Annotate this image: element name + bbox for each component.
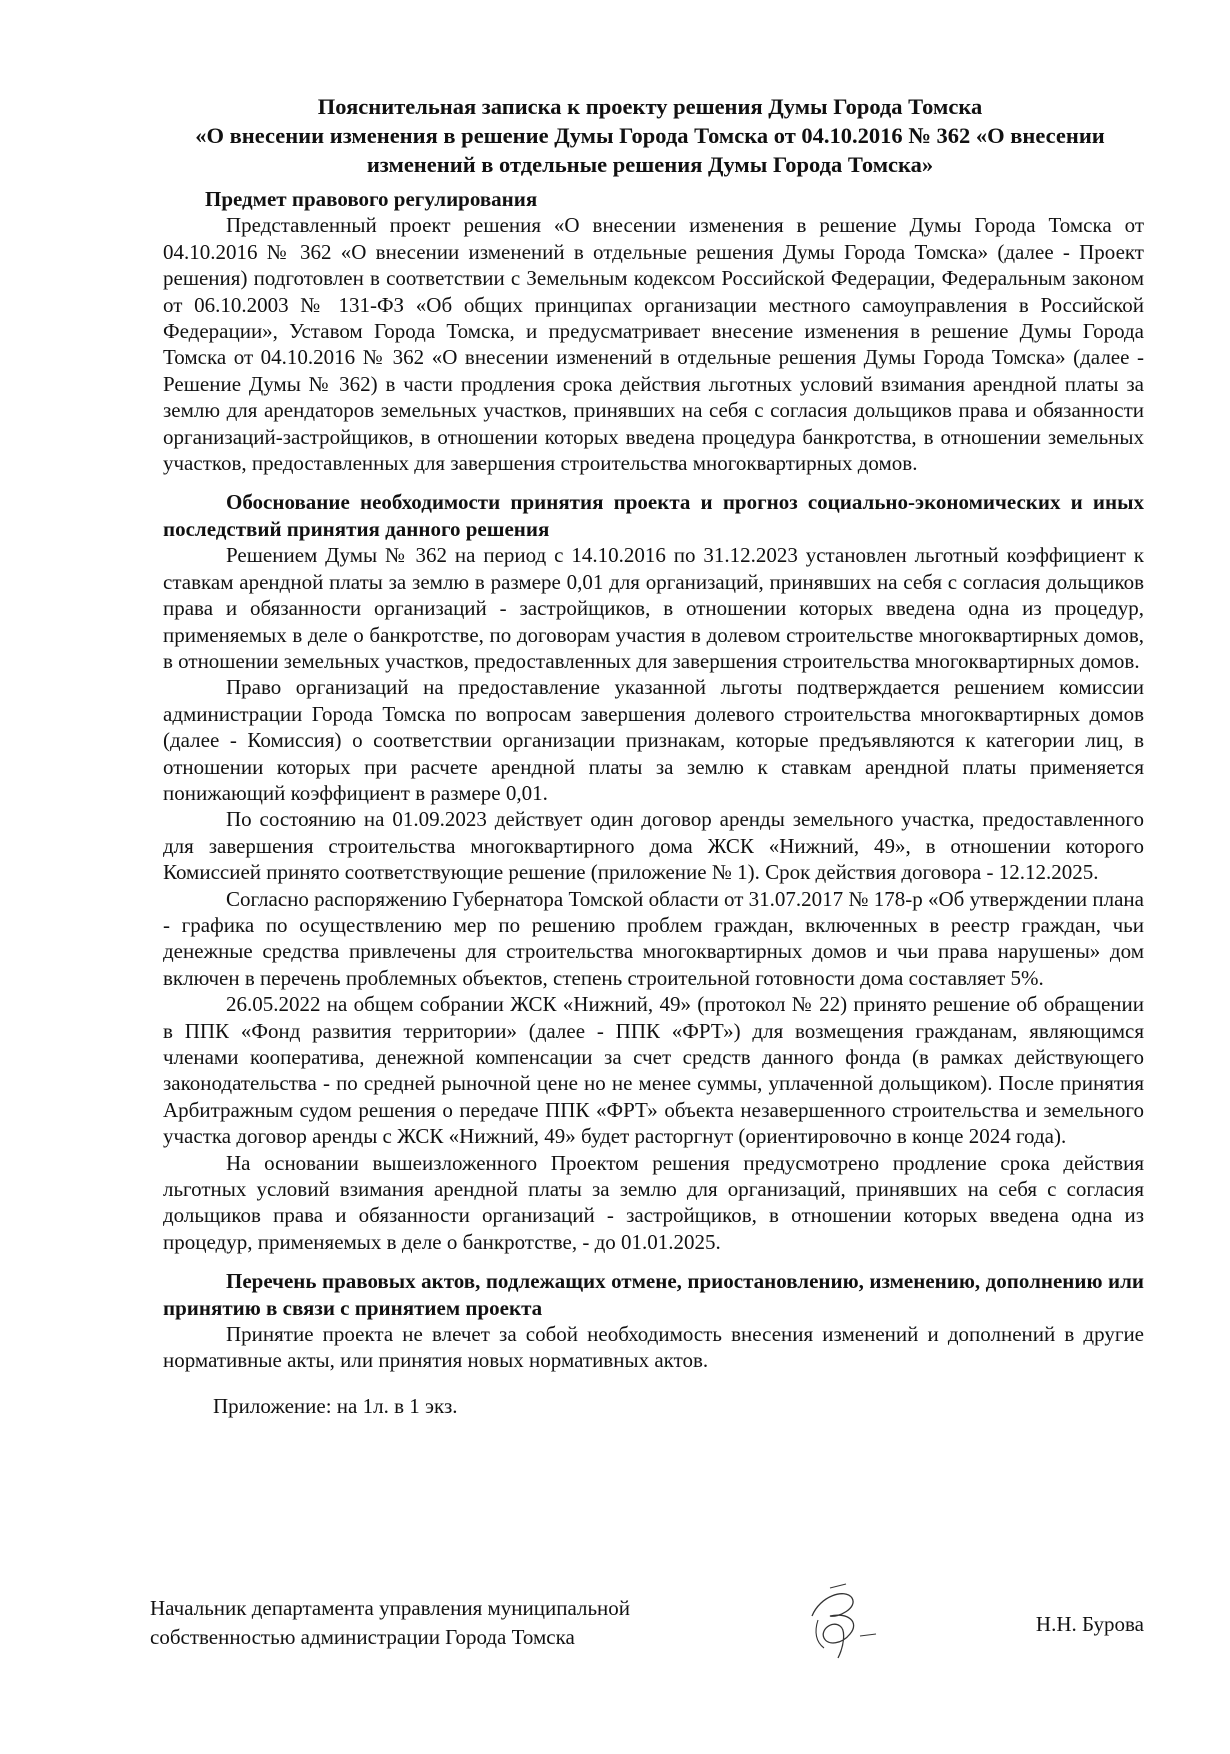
section-rationale-paragraph: 26.05.2022 на общем собрании ЖСК «Нижний, 49» (протокол № 22) принято решение об обращении в ППК «Фонд развития территории» (далее - ППК «ФРТ») для возмещения гражданам, являющимся членами кооператива, денежной компенсации за счет средств данного фонда (в рамках действующего законодательства - по средней рыночной цене но не менее суммы, уплаченной дольщиком). После принятия Арбитражным судом решения о передаче ППК «ФРТ» объекта незавершенного строительства и земельного участка договор аренды с ЖСК «Нижний, 49» будет расторгнут (ориентировочно в конце 2024 года). [163, 992, 1144, 1149]
section-rationale-heading: Обоснование необходимости принятия проекта и прогноз социально-экономических и иных последствий принятия данного решения [163, 490, 1144, 541]
section-rationale-paragraph: Согласно распоряжению Губернатора Томской области от 31.07.2017 № 178-р «Об утверждении плана - графика по осуществлению мер по решению проблем граждан, включенных в реестр граждан, чьи денежные средства привлечены для строительства многоквартирных домов и чьи права нарушены» дом включен в перечень проблемных объектов, степень строительной готовности дома составляет 5%. [163, 886, 1144, 990]
signatory-position-line-1: Начальник департамента управления муниципальной [150, 1596, 630, 1620]
section-acts-paragraph: Принятие проекта не влечет за собой необходимость внесения изменений и дополнений в другие нормативные акты, или принятия новых нормативных актов. [163, 1322, 1144, 1373]
section-rationale-paragraph: Решением Думы № 362 на период с 14.10.2016 по 31.12.2023 установлен льготный коэффициент к ставкам арендной платы за землю в размере 0,01 для организаций, принявших на себя с согласия дольщиков права и обязанности организаций - застройщиков, в отношении которых введена одна из процедур, применяемых в деле о банкротстве, по договорам участия в долевом строительстве многоквартирных домов, в отношении земельных участков, предоставленных для завершения строительства многоквартирных домов. [163, 543, 1144, 673]
document-body [163, 186, 1144, 1419]
section-acts-heading: Перечень правовых актов, подлежащих отмене, приостановлению, изменению, дополнению или принятию в связи с принятием проекта [163, 1269, 1144, 1320]
attachment-note: Приложение: на 1л. в 1 экз. [213, 1393, 458, 1418]
section-rationale-paragraph: По состоянию на 01.09.2023 действует один договор аренды земельного участка, предоставленного для завершения строительства многоквартирного дома ЖСК «Нижний, 49», в отношении которого Комиссией принято соответствующие решение (приложение № 1). Срок действия договора - 12.12.2025. [163, 807, 1144, 885]
title-line-2: «О внесении изменения в решение Думы Города Томска от 04.10.2016 № 362 «О внесении [195, 123, 1105, 148]
document-title [150, 92, 1150, 179]
section-rationale-paragraph: На основании вышеизложенного Проектом решения предусмотрено продление срока действия льготных условий взимания арендной платы за землю для организаций, принявших на себя с согласия дольщиков права и обязанности организаций - застройщиков, в отношении которых введена одна из процедур, применяемых в деле о банкротстве, - до 01.01.2025. [163, 1150, 1144, 1254]
section-subject-paragraph: Представленный проект решения «О внесении изменения в решение Думы Города Томска от 04.10.2016 № 362 «О внесении изменений в отдельные решения Думы Города Томска» (далее - Проект решения) подготовлен в соответствии с Земельным кодексом Российской Федерации, Федеральным законом от 06.10.2003 № 131-ФЗ «Об общих принципах организации местного самоуправления в Российской Федерации», Уставом Города Томска, и предусматривает внесение изменения в решение Думы Города Томска от 04.10.2016 № 362 «О внесении изменений в отдельные решения Думы Города Томска» (далее - Решение Думы № 362) в части продления срока действия льготных условий взимания арендной платы за землю для арендаторов земельных участков, принявших на себя с согласия дольщиков права и обязанности организаций-застройщиков, в отношении которых введена процедура банкротства, в отношении земельных участков, предоставленных для завершения строительства многоквартирных домов. [163, 213, 1144, 476]
title-line-1: Пояснительная записка к проекту решения Думы Города Томска [317, 94, 983, 119]
signatory-position-line-2: собственностью администрации Города Томска [150, 1625, 575, 1649]
section-subject-heading: Предмет правового регулирования [205, 187, 538, 211]
signature-block [150, 1594, 1150, 1664]
signature-scribble [790, 1576, 890, 1666]
title-line-3: изменений в отдельные решения Думы Города Томска» [366, 152, 934, 177]
section-rationale-paragraph: Право организаций на предоставление указанной льготы подтверждается решением комиссии администрации Города Томска по вопросам завершения долевого строительства многоквартирных домов (далее - Комиссия) о соответствии организации признакам, которые предъявляются к категории лиц, в отношении которых при расчете арендной платы за землю к ставкам арендной платы применяется понижающий коэффициент в размере 0,01. [163, 675, 1144, 805]
handwritten-signature [790, 1576, 890, 1666]
signatory-name: Н.Н. Бурова [1035, 1612, 1144, 1636]
signatory-position [150, 1594, 710, 1652]
